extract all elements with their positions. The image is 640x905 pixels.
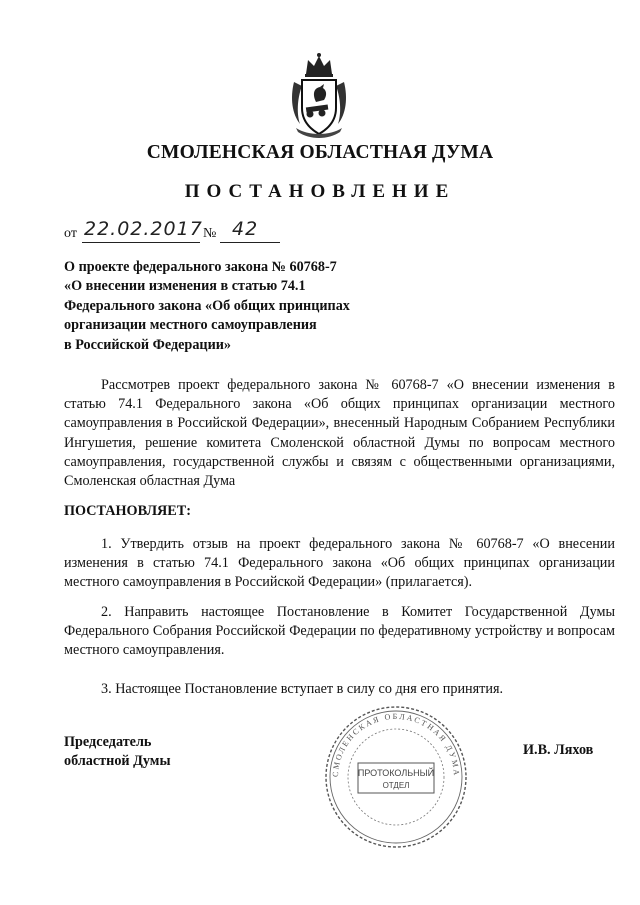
resolution-item: 3. Настоящее Постановление вступает в силу со дня его принятия. bbox=[101, 681, 504, 697]
seal-inner-text: ПРОТОКОЛЬНЫЙ bbox=[357, 768, 435, 778]
signatory-title bbox=[64, 733, 171, 771]
document-subject bbox=[64, 258, 464, 355]
resolves-heading: ПОСТАНОВЛЯЕТ: bbox=[64, 503, 191, 519]
number-label: № bbox=[203, 226, 217, 241]
date-number-line bbox=[64, 218, 324, 244]
signatory-title-line: областной Думы bbox=[64, 753, 171, 769]
subject-line: О проекте федерального закона № 60768-7 bbox=[64, 259, 337, 275]
organization-title: СМОЛЕНСКАЯ ОБЛАСТНАЯ ДУМА bbox=[146, 142, 494, 163]
coat-of-arms-emblem bbox=[288, 52, 350, 140]
resolution-item: 1. Утвердить отзыв на проект федерального закона № 60768-7 «О внесении изменения в статью 74.1 Федерального закона «Об общих принципах организации местного самоуправления в Российской Федерации» (прилагается). bbox=[64, 536, 615, 591]
resolution-item: 2. Направить настоящее Постановление в Комитет Государственной Думы Федерального Собрания Российской Федерации по федеративному устройству и вопросам местного самоуправления. bbox=[64, 604, 615, 659]
signatory-name: И.В. Ляхов bbox=[523, 742, 594, 758]
subject-line: организации местного самоуправления bbox=[64, 317, 317, 334]
subject-line: «О внесении изменения в статью 74.1 bbox=[64, 278, 306, 295]
date-from-label: от bbox=[64, 226, 77, 241]
seal-ring-text: СМОЛЕНСКАЯ ОБЛАСТНАЯ ДУМА bbox=[330, 711, 462, 778]
handwritten-number: 42 bbox=[232, 218, 259, 240]
signatory-title-line: Председатель bbox=[64, 734, 152, 750]
handwritten-date: 22.02.2017 bbox=[84, 218, 203, 240]
seal-inner-text: ОТДЕЛ bbox=[382, 781, 410, 790]
number-underline bbox=[220, 242, 280, 243]
document-type-heading: ПОСТАНОВЛЕНИЕ bbox=[184, 181, 456, 202]
subject-line: в Российской Федерации» bbox=[64, 336, 232, 353]
official-seal-stamp bbox=[316, 705, 476, 850]
subject-line: Федерального закона «Об общих принципах bbox=[64, 297, 350, 314]
date-underline bbox=[82, 242, 200, 243]
preamble-paragraph: Рассмотрев проект федерального закона № 60768-7 «О внесении изменения в статью 74.1 Федерального закона «Об общих принципах организации местного самоуправления в Российской Федерации», внесенный Народным Собранием Республики Ингушетия, решение комитета Смоленской областной Думы по вопросам местного самоуправления, государственной службы и связям с общественными организациями, Смоленская областная Дума bbox=[64, 377, 615, 490]
